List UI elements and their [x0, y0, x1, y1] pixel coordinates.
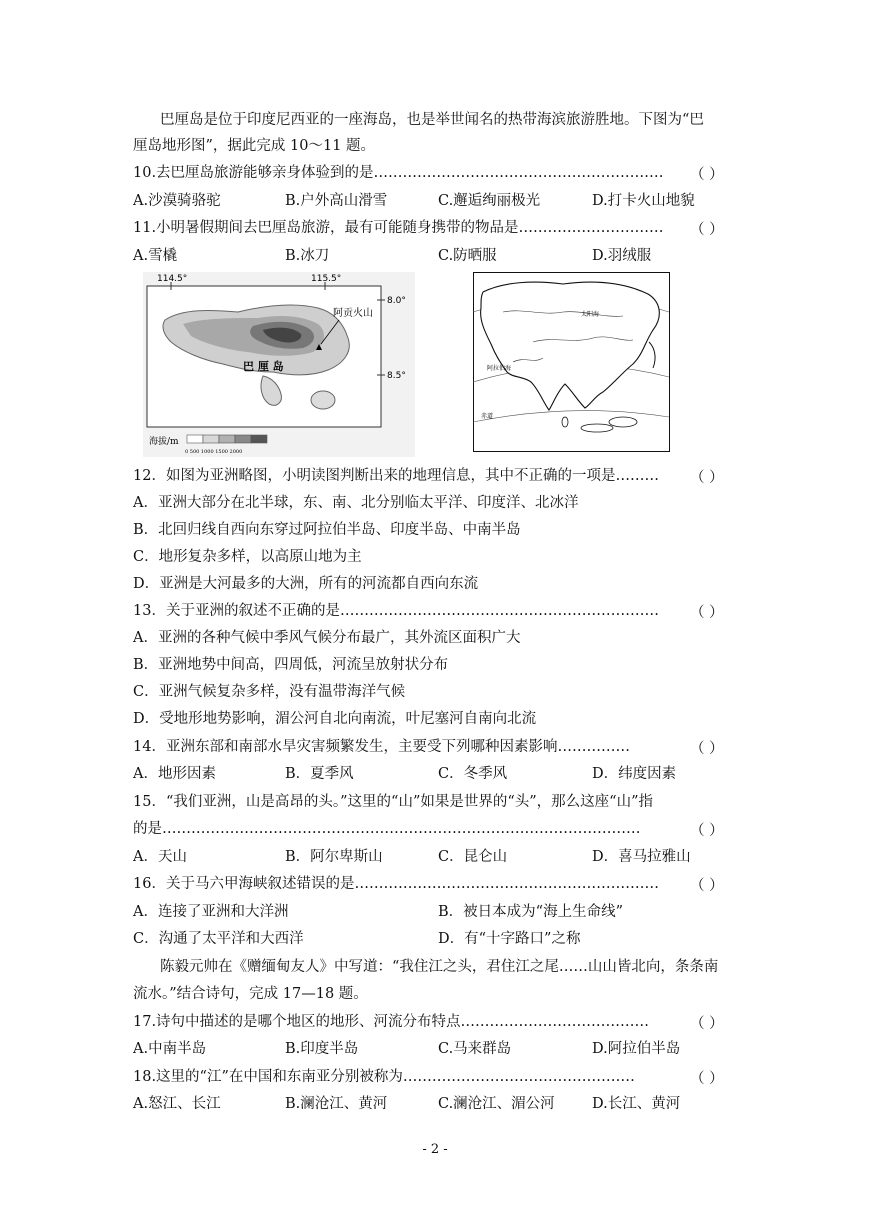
- q12-option-a: A．亚洲大部分在北半球，东、南、北分别临太平洋、印度洋、北冰洋: [133, 495, 579, 511]
- q15-option-a: A．天山: [133, 849, 187, 865]
- q10-option-c: C.邂逅绚丽极光: [438, 193, 541, 209]
- q13-option-a: A．亚洲的各种气候中季风气候分布最广，其外流区面积广大: [133, 630, 521, 646]
- q11-option-c: C.防晒服: [438, 248, 497, 264]
- q13-option-b: B．亚洲地势中间高，四周低，河流呈放射状分布: [133, 657, 449, 673]
- q10-answer-paren: （ ）: [690, 167, 724, 183]
- q12-option-b: B．北回归线自西向东穿过阿拉伯半岛、印度半岛、中南半岛: [133, 522, 521, 538]
- q18-option-b: B.澜沧江、黄河: [285, 1096, 388, 1112]
- q18-option-c: C.澜沧江、湄公河: [438, 1096, 555, 1112]
- q15-answer-paren: （ ）: [690, 823, 724, 839]
- q12-option-d: D．亚洲是大河最多的大洲，所有的河流都自西向东流: [133, 576, 479, 592]
- intro-bali-line1: 巴厘岛是位于印度尼西亚的一座海岛，也是举世闻名的热带海滨旅游胜地。下图为“巴: [160, 112, 704, 128]
- q10-option-a: A.沙漠骑骆驼: [133, 193, 221, 209]
- q10-option-b: B.户外高山滑雪: [285, 193, 388, 209]
- q12-option-c: C．地形复杂多样，以高原山地为主: [133, 549, 362, 565]
- q15-option-d: D．喜马拉雅山: [592, 849, 691, 865]
- sri-lanka-island: [562, 417, 568, 427]
- map-lat-label-1: 8.0°: [387, 296, 406, 306]
- q11-option-d: D.羽绒服: [592, 248, 652, 264]
- elevation-legend-title: 海拔/m: [149, 437, 179, 447]
- q11-stem: 11.小明暑假期间去巴厘岛旅游，最有可能随身携带的物品是…………………………: [133, 220, 664, 236]
- nusa-penida-island: [311, 391, 335, 409]
- q14-option-d: D．纬度因素: [592, 766, 677, 782]
- q12-answer-paren: （ ）: [690, 470, 724, 486]
- q14-option-a: A．地形因素: [133, 766, 216, 782]
- q17-option-c: C.马来群岛: [438, 1041, 512, 1057]
- q14-stem: 14．亚洲东部和南部水旱灾害频繁发生，主要受下列哪种因素影响……………: [133, 739, 630, 755]
- map-lon-label-2: 115.5°: [311, 274, 342, 284]
- q17-option-d: D.阿拉伯半岛: [592, 1041, 681, 1057]
- agung-volcano-label: 阿贡火山: [333, 308, 373, 319]
- q13-option-c: C．亚洲气候复杂多样，没有温带海洋气候: [133, 684, 406, 700]
- q16-option-c: C．沟通了太平洋和大西洋: [133, 931, 304, 947]
- asia-sketch-map: [473, 272, 670, 452]
- q12-stem: 12．如图为亚洲略图，小明读图判断出来的地理信息，其中不正确的一项是………: [133, 468, 659, 484]
- legend-swatch-0: [187, 435, 203, 443]
- q11-option-a: A.雪橇: [133, 248, 178, 264]
- q18-answer-paren: （ ）: [690, 1071, 724, 1087]
- asia-map-label-1: 太阳海: [581, 311, 600, 318]
- bali-island-label: 巴 厘 岛: [243, 360, 284, 373]
- q13-option-d: D．受地形地势影响，湄公河自北向南流，叶尼塞河自南向北流: [133, 711, 537, 727]
- q16-option-b: B．被日本成为“海上生命线”: [438, 904, 623, 920]
- page-number: - 2 -: [422, 1142, 448, 1157]
- elevation-legend-ticks: 0 500 1000 1500 2000: [185, 449, 243, 455]
- intro-poem-line1: 陈毅元帅在《赠缅甸友人》中写道：“我住江之头，君住江之尾……山山皆北向，条条南: [160, 959, 719, 975]
- intro-bali-line2: 厘岛地形图”，据此完成 10～11 题。: [133, 138, 376, 154]
- q14-answer-paren: （ ）: [690, 741, 724, 757]
- q11-option-b: B.冰刀: [285, 248, 330, 264]
- q16-answer-paren: （ ）: [690, 878, 724, 894]
- borneo-island: [609, 417, 637, 427]
- q17-option-a: A.中南半岛: [133, 1041, 207, 1057]
- q16-option-d: D．有“十字路口”之称: [438, 931, 581, 947]
- legend-swatch-1: [203, 435, 219, 443]
- q13-stem: 13．关于亚洲的叙述不正确的是…………………………………………………………: [133, 603, 659, 619]
- bali-terrain-map: [143, 272, 415, 457]
- q11-answer-paren: （ ）: [690, 222, 724, 238]
- q10-option-d: D.打卡火山地貌: [592, 193, 695, 209]
- q17-answer-paren: （ ）: [690, 1016, 724, 1032]
- q18-stem: 18.这里的“江”在中国和东南亚分别被称为…………………………………………: [133, 1069, 635, 1085]
- asia-map-label-2: 阿拉伯海: [487, 365, 512, 372]
- sumatra-island: [581, 424, 613, 432]
- q17-stem: 17.诗句中描述的是哪个地区的地形、河流分布特点…………………………………: [133, 1014, 650, 1030]
- q14-option-b: B．夏季风: [285, 766, 354, 782]
- legend-swatch-2: [219, 435, 235, 443]
- q18-option-a: A.怒江、长江: [133, 1096, 221, 1112]
- intro-poem-line2: 流水。”结合诗句，完成 17—18 题。: [133, 986, 368, 1002]
- q18-option-d: D.长江、黄河: [592, 1096, 681, 1112]
- q13-answer-paren: （ ）: [690, 605, 724, 621]
- q15-stem-line1: 15．“我们亚洲，山是高昂的头。”这里的“山”如果是世界的“头”，那么这座“山”指: [133, 794, 654, 810]
- map-lon-label-1: 114.5°: [157, 274, 188, 284]
- q17-option-b: B.印度半岛: [285, 1041, 359, 1057]
- q16-option-a: A．连接了亚洲和大洋洲: [133, 904, 289, 920]
- q14-option-c: C．冬季风: [438, 766, 508, 782]
- q10-stem: 10.去巴厘岛旅游能够亲身体验到的是……………………………………………………: [133, 165, 664, 181]
- map-lat-label-2: 8.5°: [387, 371, 406, 381]
- q16-stem: 16．关于马六甲海峡叙述错误的是………………………………………………………: [133, 876, 659, 892]
- q15-option-c: C．昆仑山: [438, 849, 508, 865]
- asia-map-label-3: 赤道: [481, 413, 494, 420]
- q15-option-b: B．阿尔卑斯山: [285, 849, 383, 865]
- q15-stem-line2: 的是………………………………………………………………………………………: [133, 821, 641, 837]
- legend-swatch-3: [235, 435, 251, 443]
- legend-swatch-4: [251, 435, 267, 443]
